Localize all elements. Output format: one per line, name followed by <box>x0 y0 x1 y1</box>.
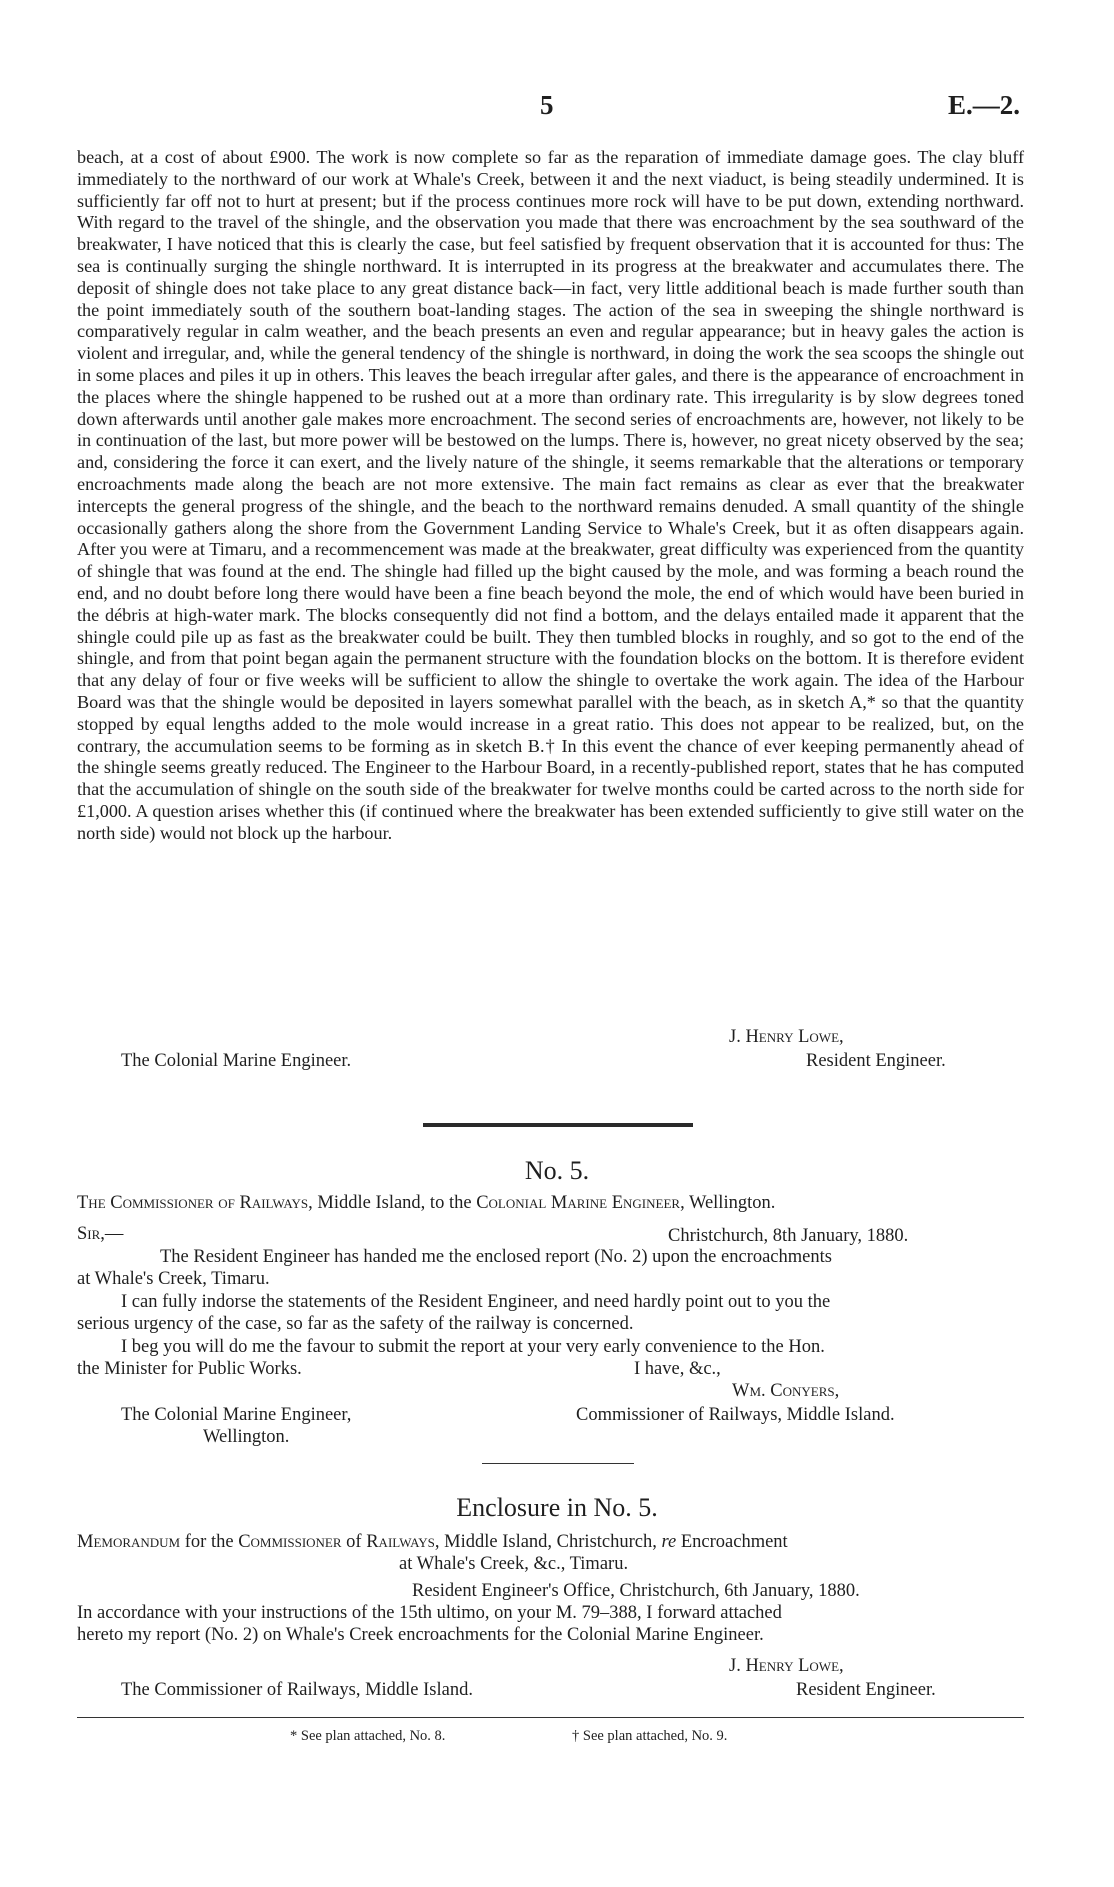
report-signer-name: J. Henry Lowe, <box>729 1027 844 1047</box>
no5-signer-title: Commissioner of Railways, Middle Island. <box>576 1405 895 1425</box>
no5-salutation: Sir,— <box>77 1224 124 1244</box>
memo-of: of <box>341 1532 367 1552</box>
report-signer-title: Resident Engineer. <box>806 1051 946 1071</box>
page-header <box>0 90 1114 130</box>
memo-commissioner: Commissioner <box>238 1532 342 1552</box>
enclosure-signer: J. Henry Lowe, <box>729 1656 844 1676</box>
memo-rest-2: Encroachment <box>676 1532 788 1552</box>
document-reference: E.—2. <box>947 90 1020 120</box>
section-divider <box>423 1123 693 1127</box>
memo-label: Memorandum <box>77 1532 181 1552</box>
enclosure-body-line-1: In accordance with your instructions of the 15th ultimo, on your M. 79–388, I forward attached <box>77 1603 782 1623</box>
short-divider <box>482 1463 634 1464</box>
memo-rest-1: , Middle Island, Christchurch, <box>434 1532 662 1552</box>
no5-addressee-line-1: The Colonial Marine Engineer, <box>121 1405 352 1425</box>
no5-paragraph-1-line-1: The Resident Engineer has handed me the enclosed report (No. 2) upon the encroachments <box>160 1247 832 1267</box>
report-signer <box>729 1027 844 1048</box>
no5-paragraph-3-line-2: the Minister for Public Works. <box>77 1359 302 1379</box>
enclosure-memo-line-1 <box>77 1532 788 1553</box>
no5-paragraph-3-line-1: I beg you will do me the favour to submit the report at your very early convenience to the Hon. <box>121 1337 825 1357</box>
no5-caption <box>77 1193 775 1214</box>
memo-re: re <box>661 1532 677 1552</box>
report-body-paragraph <box>77 147 1024 845</box>
no5-paragraph-1-line-2: at Whale's Creek, Timaru. <box>77 1269 270 1289</box>
no5-heading: No. 5. <box>524 1156 590 1185</box>
no5-signer: Wm. Conyers, <box>732 1381 840 1401</box>
memo-railways: Railways <box>366 1532 435 1552</box>
no5-caption-end: , Wellington. <box>680 1193 776 1213</box>
footnote-b: † See plan attached, No. 9. <box>572 1728 728 1744</box>
no5-caption-to: Colonial Marine Engineer <box>476 1193 681 1213</box>
enclosure-signer-title: Resident Engineer. <box>796 1680 936 1700</box>
no5-date: Christchurch, 8th January, 1880. <box>668 1226 909 1246</box>
enclosure-memo-line-2: at Whale's Creek, &c., Timaru. <box>399 1554 629 1574</box>
no5-paragraph-2-line-2: serious urgency of the case, so far as the safety of the railway is concerned. <box>77 1314 634 1334</box>
memo-for: for the <box>180 1532 239 1552</box>
enclosure-addressee: The Commissioner of Railways, Middle Island. <box>121 1680 473 1700</box>
no5-closing: I have, &c., <box>634 1359 721 1379</box>
report-body-text: beach, at a cost of about £900. The work is now complete so far as the reparation of immediate damage goes. The clay bluff immediately to the northward of our work at Whale's Creek, between it and the next viaduct, is being steadily undermined. It is sufficiently far off not to hurt at present; but if the process continues more rock will have to be put down, extending northward. With regard to the travel of the shingle, and the observation you made that there was encroachment by the sea southward of the breakwater, I have noticed that this is clearly the case, but feel satisfied by frequent observation that it is accounted for thus: The sea is continually surging the shingle northward. It is interrupted in its progress at the breakwater and accumulates there. The deposit of shingle does not take place to any great distance back—in fact, very little additional beach is made further south than the point immediately south of the southern boat-landing stages. The action of the sea in sweeping the shingle northward is comparatively regular in calm weather, and the beach presents an even and regular appearance; but in heavy gales the action is violent and irregular, and, while the general tendency of the shingle is northward, in doing the work the sea scoops the shingle out in some places and piles it up in others. This leaves the beach irregular after gales, and there is the appearance of encroachment in the places where the shingle happened to be rushed out at a more than ordinary rate. This irregularity is by slow degrees toned down afterwards until another gale makes more encroachment. The second series of encroachments are, however, not likely to be in continuation of the last, but more power will be bestowed on the lumps. There is, however, no great nicety observed by the sea; and, considering the force it can exert, and the lively nature of the shingle, it seems remarkable that the alterations or temporary encroachments made along the beach are not more extensive. The main fact remains as clear as ever that the breakwater intercepts the general progress of the shingle, and the beach to the northward remains denuded. A small quantity of the shingle occasionally gathers along the shore from the Government Landing Service to Whale's Creek, but it as often disappears again. After you were at Timaru, and a recommencement was made at the breakwater, great difficulty was experienced from the quantity of shingle that was found at the end. The shingle had filled up the bight caused by the mole, and was forming a beach round the end, and no doubt before long there would have been a fine beach beyond the mole, the end of which would have been buried in the débris at high-water mark. The blocks consequently did not find a bottom, and the delays entailed made it apparent that the shingle could pile up as fast as the breakwater could be built. They then tumbled blocks in roughly, and so got to the end of the shingle, and from that point began again the permanent structure with the foundation blocks on the bottom. It is therefore evident that any delay of four or five weeks will be sufficient to allow the shingle to overtake the work again. The idea of the Harbour Board was that the shingle would be deposited in layers somewhat parallel with the beach, as in sketch A,* so that the quantity stopped by equal lengths added to the mole would increase in a great ratio. This does not appear to be realized, but, on the contrary, the accumulation seems to be forming as in sketch B.† In this event the chance of ever keeping permanently ahead of the shingle seems greatly reduced. The Engineer to the Harbour Board, in a recently-published report, states that he has computed that the accumulation of shingle on the south side of the breakwater for twelve months could be carted across to the north side for £1,000. A question arises whether this (if continued where the breakwater has been extended sufficiently to give still water on the north side) would not block up the harbour. <box>77 147 1024 843</box>
enclosure-heading: Enclosure in No. 5. <box>456 1493 658 1522</box>
page-number: 5 <box>540 90 554 120</box>
no5-addressee-line-2: Wellington. <box>203 1427 290 1447</box>
enclosure-office-date: Resident Engineer's Office, Christchurch, 6th January, 1880. <box>412 1581 860 1601</box>
no5-caption-mid: , Middle Island, to the <box>308 1193 477 1213</box>
no5-paragraph-2-line-1: I can fully indorse the statements of the Resident Engineer, and need hardly point out to you the <box>121 1292 831 1312</box>
report-addressee: The Colonial Marine Engineer. <box>121 1051 352 1071</box>
footnote-divider <box>77 1717 1024 1718</box>
no5-caption-from: The Commissioner of Railways <box>77 1193 309 1213</box>
enclosure-body-line-2: hereto my report (No. 2) on Whale's Creek encroachments for the Colonial Marine Engineer. <box>77 1625 764 1645</box>
footnote-a: * See plan attached, No. 8. <box>290 1728 446 1744</box>
